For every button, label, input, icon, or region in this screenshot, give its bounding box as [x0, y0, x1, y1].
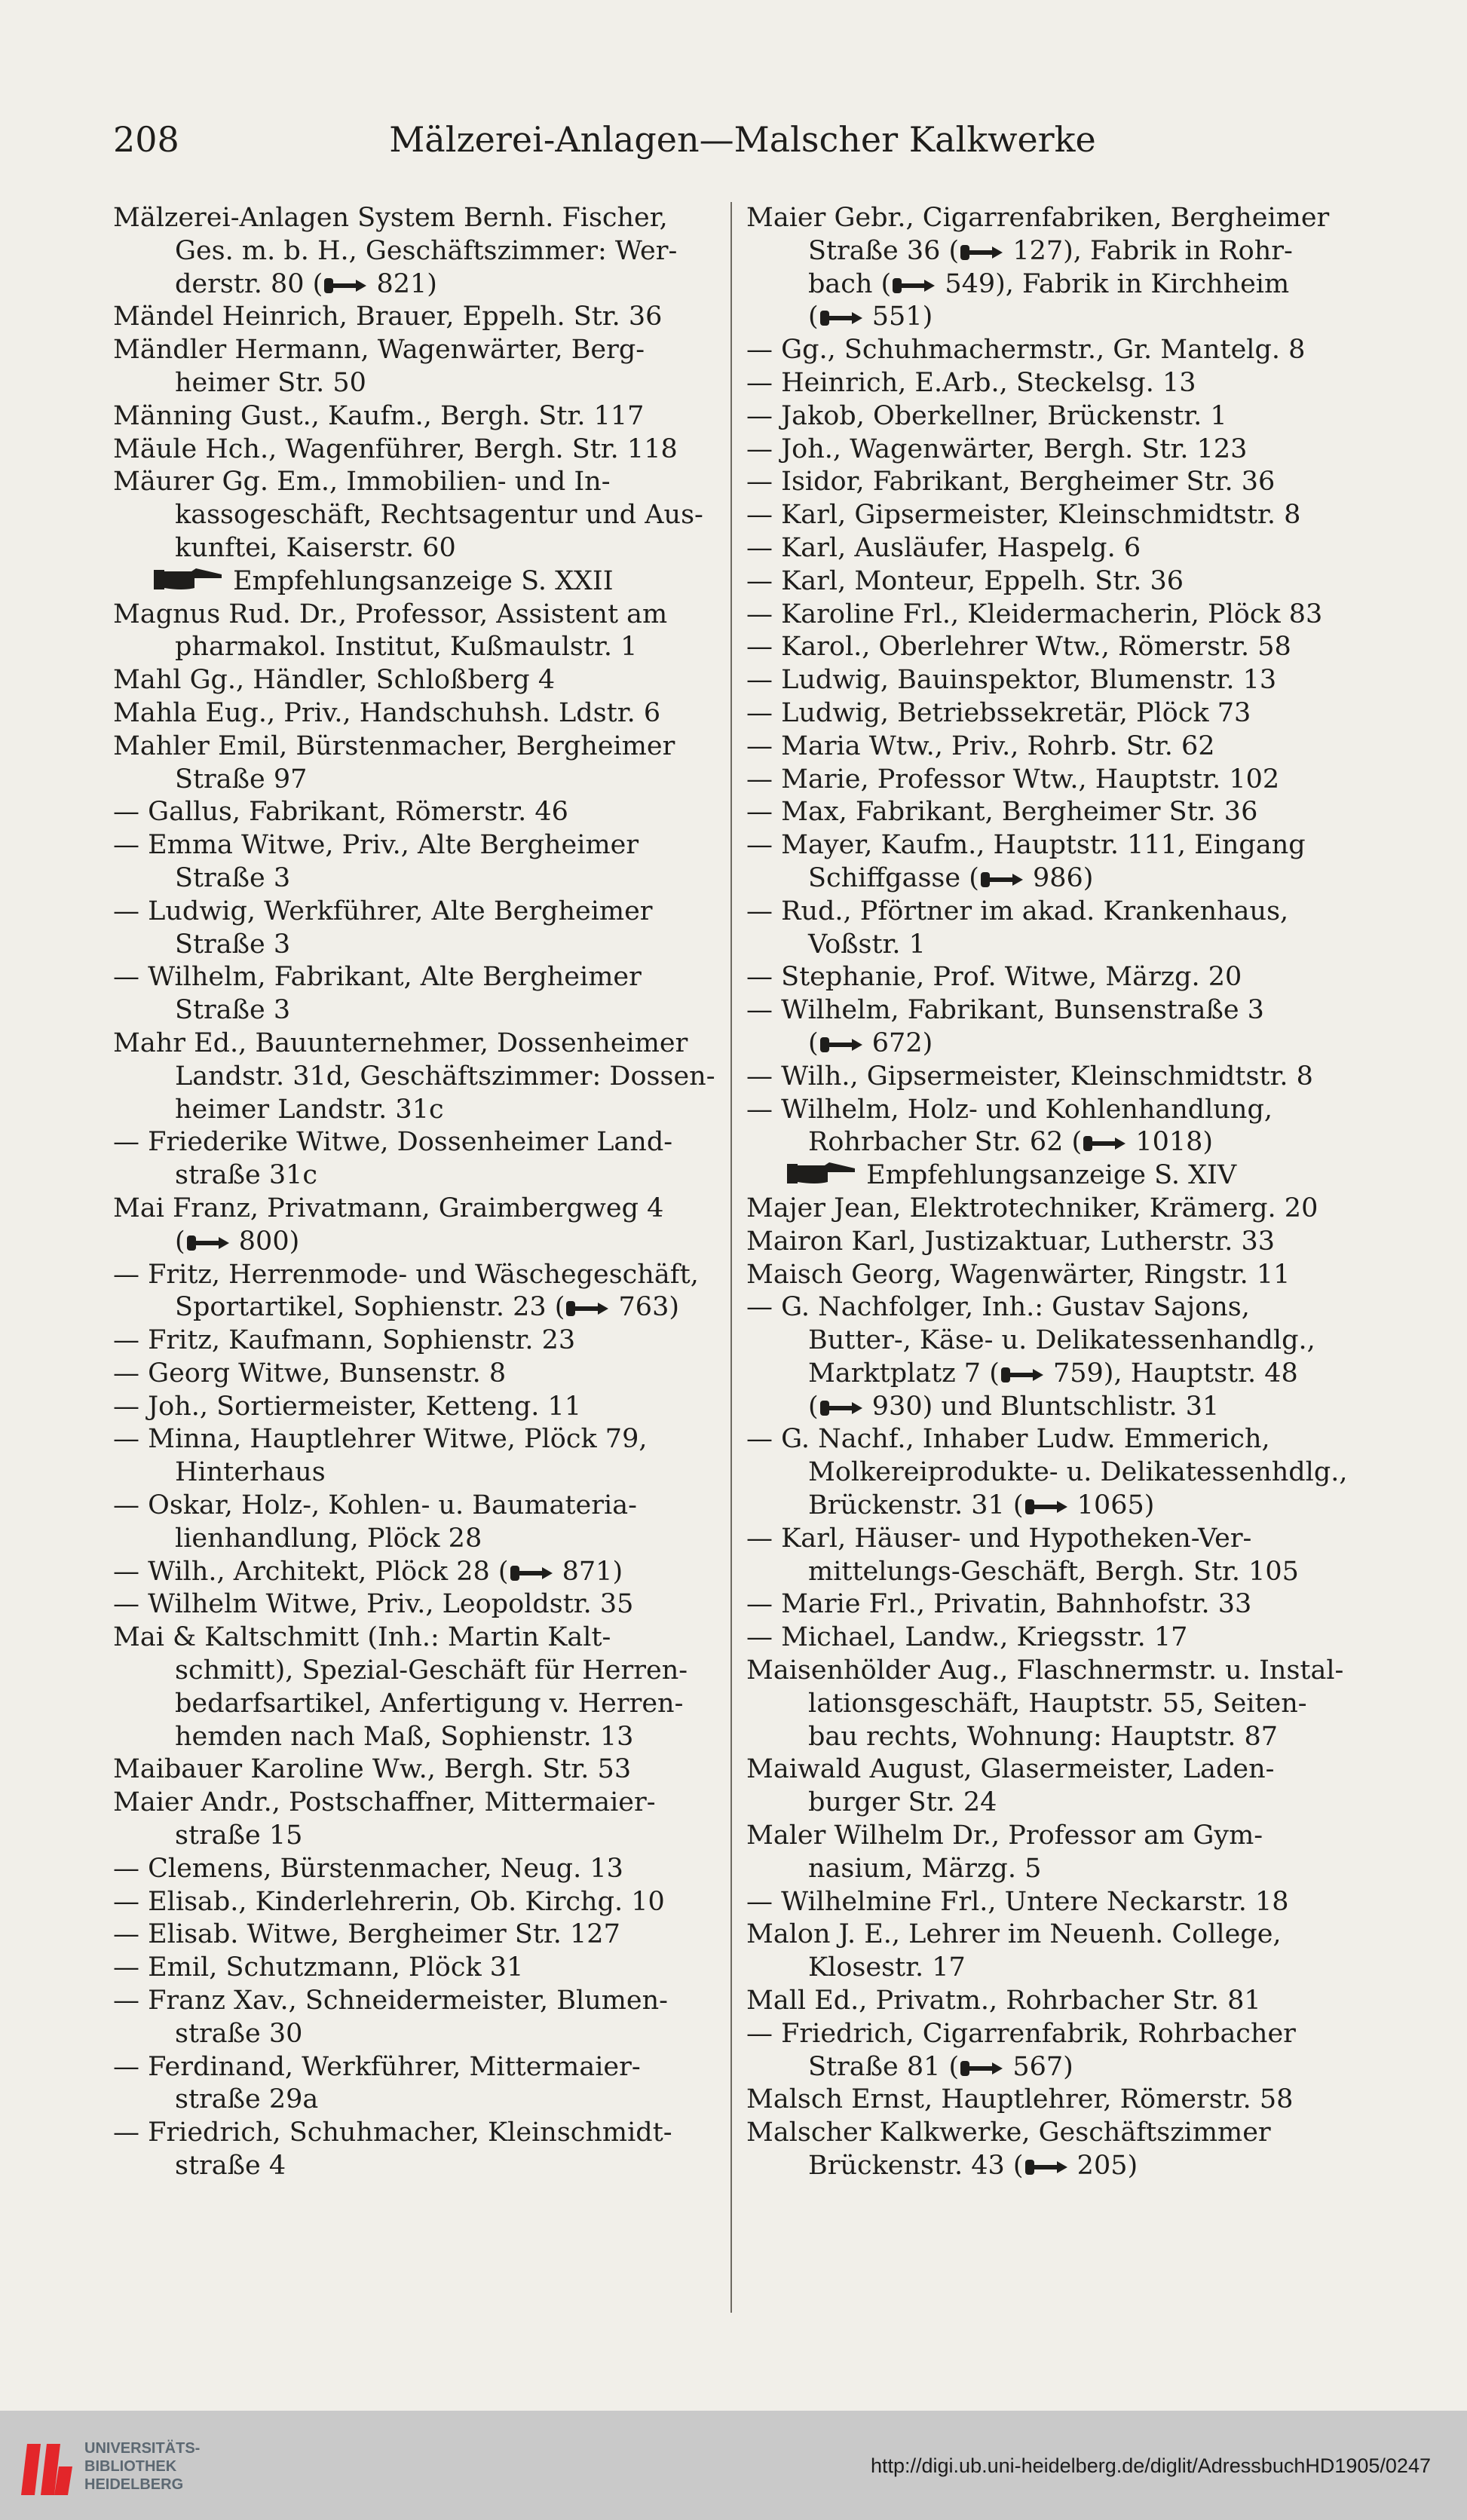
directory-line: Mändel Heinrich, Brauer, Eppelh. Str. 36	[113, 302, 663, 332]
directory-line: — Gallus, Fabrikant, Römerstr. 46	[113, 797, 568, 828]
directory-line: — Karl, Ausläufer, Haspelg. 6	[746, 532, 1141, 563]
directory-line: bach ( 549), Fabrik in Kirchheim	[808, 268, 1290, 299]
directory-line: Maier Gebr., Cigarrenfabriken, Bergheimer	[746, 203, 1330, 233]
running-title: Mälzerei-Anlagen—Malscher Kalkwerke	[389, 119, 1096, 160]
directory-line: straße 15	[175, 1820, 303, 1851]
telephone-receiver-icon	[819, 1036, 864, 1054]
directory-line: Mai & Kaltschmitt (Inh.: Martin Kalt-	[113, 1622, 611, 1653]
directory-line: Maibauer Karoline Ww., Bergh. Str. 53	[113, 1754, 632, 1785]
directory-line: — Michael, Landw., Kriegsstr. 17	[746, 1622, 1188, 1653]
directory-line: bau rechts, Wohnung: Hauptstr. 87	[808, 1721, 1279, 1752]
directory-line: Malsch Ernst, Hauptlehrer, Römerstr. 58	[746, 2084, 1294, 2115]
directory-line: Majer Jean, Elektrotechniker, Krämerg. 20	[746, 1193, 1318, 1223]
telephone-receiver-icon	[819, 309, 864, 327]
directory-line: Mahla Eug., Priv., Handschuhsh. Ldstr. 6	[113, 697, 661, 728]
directory-line: — Karl, Häuser- und Hypotheken-Ver-	[746, 1523, 1252, 1554]
directory-line: straße 31c	[175, 1160, 317, 1191]
directory-line: — Emma Witwe, Priv., Alte Bergheimer	[113, 830, 639, 861]
directory-line: — Elisab. Witwe, Bergheimer Str. 127	[113, 1919, 620, 1950]
directory-line: — Rud., Pförtner im akad. Krankenhaus,	[746, 896, 1289, 926]
directory-line: Maisenhölder Aug., Flaschnermstr. u. Instal-	[746, 1655, 1344, 1686]
telephone-receiver-icon	[979, 871, 1024, 889]
directory-line: Mairon Karl, Justizaktuar, Lutherstr. 33	[746, 1226, 1276, 1257]
directory-line: Maier Andr., Postschaffner, Mittermaier-	[113, 1787, 656, 1818]
directory-line: Marktplatz 7 ( 759), Hauptstr. 48	[808, 1358, 1298, 1389]
directory-line: — Oskar, Holz-, Kohlen- u. Baumateria-	[113, 1490, 637, 1521]
directory-line: — Wilhelmine Frl., Untere Neckarstr. 18	[746, 1886, 1289, 1917]
directory-line: — Max, Fabrikant, Bergheimer Str. 36	[746, 797, 1258, 828]
telephone-receiver-icon	[959, 2059, 1004, 2078]
directory-line: — Elisab., Kinderlehrerin, Ob. Kirchg. 10	[113, 1886, 665, 1917]
directory-line: — Mayer, Kaufm., Hauptstr. 111, Eingang	[746, 830, 1306, 861]
pointing-hand-icon	[786, 1161, 858, 1187]
telephone-receiver-icon	[1000, 1366, 1045, 1384]
telephone-receiver-icon	[185, 1234, 231, 1252]
directory-line: Straße 97	[175, 764, 308, 795]
directory-line: — Maria Wtw., Priv., Rohrb. Str. 62	[746, 730, 1215, 761]
directory-line: — Joh., Wagenwärter, Bergh. Str. 123	[746, 433, 1248, 464]
directory-line: derstr. 80 ( 821)	[175, 268, 437, 299]
directory-line: Malscher Kalkwerke, Geschäftszimmer	[746, 2117, 1271, 2148]
telephone-receiver-icon	[959, 243, 1004, 262]
directory-line: — Wilh., Architekt, Plöck 28 ( 871)	[113, 1556, 623, 1587]
telephone-receiver-icon	[819, 1399, 864, 1417]
directory-line: — Friederike Witwe, Dossenheimer Land-	[113, 1127, 673, 1158]
directory-line: mittelungs-Geschäft, Bergh. Str. 105	[808, 1556, 1299, 1587]
source-url-link[interactable]: http://digi.ub.uni-heidelberg.de/diglit/AdressbuchHD1905/0247	[870, 2454, 1431, 2477]
directory-line: Maler Wilhelm Dr., Professor am Gym-	[746, 1820, 1263, 1851]
directory-line: kunftei, Kaiserstr. 60	[175, 532, 456, 563]
directory-line: Männing Gust., Kaufm., Bergh. Str. 117	[113, 400, 645, 431]
directory-line: straße 29a	[175, 2084, 319, 2115]
university-library-logo-icon	[12, 2436, 78, 2503]
directory-line: hemden nach Maß, Sophienstr. 13	[175, 1721, 634, 1752]
directory-line: Empfehlungsanzeige S. XXII	[113, 565, 739, 599]
directory-line: — Gg., Schuhmachermstr., Gr. Mantelg. 8	[746, 335, 1306, 366]
page-header	[113, 113, 1372, 173]
directory-line: — Wilh., Gipsermeister, Kleinschmidtstr. 8	[746, 1061, 1313, 1092]
directory-line: — Joh., Sortiermeister, Ketteng. 11	[113, 1391, 582, 1422]
library-name: UNIVERSITÄTS- BIBLIOTHEK HEIDELBERG	[84, 2440, 201, 2493]
directory-line: burger Str. 24	[808, 1787, 997, 1818]
directory-line: ( 551)	[808, 302, 933, 332]
directory-line: — Heinrich, E.Arb., Steckelsg. 13	[746, 367, 1196, 398]
directory-line: — G. Nachf., Inhaber Ludw. Emmerich,	[746, 1424, 1270, 1455]
directory-line: Straße 3	[175, 929, 291, 960]
page-number: 208	[113, 119, 179, 160]
directory-line: — Karl, Monteur, Eppelh. Str. 36	[746, 565, 1184, 596]
directory-line: — G. Nachfolger, Inh.: Gustav Sajons,	[746, 1292, 1250, 1323]
directory-line: Maiwald August, Glasermeister, Laden-	[746, 1754, 1275, 1785]
directory-line: — Friedrich, Cigarrenfabrik, Rohrbacher	[746, 2018, 1296, 2049]
directory-line: Straße 3	[175, 862, 291, 893]
left-column	[113, 202, 739, 2183]
directory-line: Brückenstr. 43 ( 205)	[808, 2151, 1138, 2182]
directory-line: Straße 81 ( 567)	[808, 2051, 1073, 2082]
directory-line: ( 672)	[808, 1027, 933, 1058]
directory-line: — Ludwig, Betriebssekretär, Plöck 73	[746, 697, 1251, 728]
directory-line: — Stephanie, Prof. Witwe, Märzg. 20	[746, 962, 1242, 993]
footer-bar	[0, 2411, 1467, 2520]
directory-line: — Marie, Professor Wtw., Hauptstr. 102	[746, 764, 1280, 795]
directory-line: Voßstr. 1	[808, 929, 926, 960]
directory-line: schmitt), Spezial-Geschäft für Herren-	[175, 1655, 688, 1686]
directory-line: — Karol., Oberlehrer Wtw., Römerstr. 58	[746, 632, 1291, 663]
telephone-receiver-icon	[323, 277, 368, 295]
directory-line: Rohrbacher Str. 62 ( 1018)	[808, 1127, 1214, 1158]
directory-line: Maisch Georg, Wagenwärter, Ringstr. 11	[746, 1259, 1291, 1290]
directory-line: Klosestr. 17	[808, 1952, 966, 1983]
directory-line: straße 4	[175, 2151, 286, 2182]
directory-line: ( 800)	[175, 1226, 300, 1257]
directory-line: Mahl Gg., Händler, Schloßberg 4	[113, 665, 556, 696]
directory-line: heimer Landstr. 31c	[175, 1094, 444, 1125]
directory-line: — Wilhelm, Fabrikant, Bunsenstraße 3	[746, 995, 1264, 1026]
directory-line: Brückenstr. 31 ( 1065)	[808, 1490, 1155, 1521]
directory-line: — Emil, Schutzmann, Plöck 31	[113, 1952, 524, 1983]
directory-line: Mäule Hch., Wagenführer, Bergh. Str. 118	[113, 433, 678, 464]
directory-line: Malon J. E., Lehrer im Neuenh. College,	[746, 1919, 1282, 1950]
directory-line: Straße 36 ( 127), Fabrik in Rohr-	[808, 235, 1293, 266]
directory-line: Landstr. 31d, Geschäftszimmer: Dossen-	[175, 1061, 715, 1092]
directory-line: lationsgeschäft, Hauptstr. 55, Seiten-	[808, 1688, 1307, 1719]
directory-line: Sportartikel, Sophienstr. 23 ( 763)	[175, 1292, 679, 1323]
directory-line: Mälzerei-Anlagen System Bernh. Fischer,	[113, 203, 668, 233]
directory-line: pharmakol. Institut, Kußmaulstr. 1	[175, 632, 638, 663]
directory-line: Molkereiprodukte- u. Delikatessenhdlg.,	[808, 1457, 1348, 1488]
directory-line: — Fritz, Kaufmann, Sophienstr. 23	[113, 1325, 576, 1356]
directory-line: Mahr Ed., Bauunternehmer, Dossenheimer	[113, 1027, 688, 1058]
directory-line: — Marie Frl., Privatin, Bahnhofstr. 33	[746, 1589, 1252, 1620]
directory-line: — Clemens, Bürstenmacher, Neug. 13	[113, 1853, 623, 1884]
directory-line: Magnus Rud. Dr., Professor, Assistent am	[113, 599, 668, 629]
telephone-receiver-icon	[1024, 1498, 1069, 1516]
telephone-receiver-icon	[1024, 2158, 1069, 2176]
directory-line: Empfehlungsanzeige S. XIV	[746, 1159, 1372, 1193]
directory-line: — Fritz, Herrenmode- und Wäschegeschäft,	[113, 1259, 699, 1290]
right-column	[746, 202, 1372, 2183]
directory-line: Hinterhaus	[175, 1457, 326, 1488]
directory-line: — Wilhelm Witwe, Priv., Leopoldstr. 35	[113, 1589, 634, 1620]
directory-line: kassogeschäft, Rechtsagentur und Aus-	[175, 500, 703, 531]
directory-line: Mändler Hermann, Wagenwärter, Berg-	[113, 335, 645, 366]
directory-line: — Karl, Gipsermeister, Kleinschmidtstr. 8	[746, 500, 1301, 531]
telephone-receiver-icon	[509, 1564, 554, 1582]
directory-line: Mall Ed., Privatm., Rohrbacher Str. 81	[746, 1986, 1261, 2016]
directory-line: — Franz Xav., Schneidermeister, Blumen-	[113, 1986, 669, 2016]
directory-line: — Friedrich, Schuhmacher, Kleinschmidt-	[113, 2117, 672, 2148]
directory-line: heimer Str. 50	[175, 367, 366, 398]
pointing-hand-icon	[152, 567, 225, 592]
directory-line: lienhandlung, Plöck 28	[175, 1523, 482, 1554]
column-divider	[730, 202, 732, 2313]
directory-line: Mai Franz, Privatmann, Graimbergweg 4	[113, 1193, 664, 1223]
directory-line: — Isidor, Fabrikant, Bergheimer Str. 36	[746, 467, 1276, 498]
directory-line: — Wilhelm, Fabrikant, Alte Bergheimer	[113, 962, 642, 993]
directory-line: ( 930) und Bluntschlistr. 31	[808, 1391, 1220, 1422]
directory-line: straße 30	[175, 2018, 303, 2049]
telephone-receiver-icon	[1082, 1134, 1127, 1153]
directory-line: Mahler Emil, Bürstenmacher, Bergheimer	[113, 730, 675, 761]
directory-line: — Jakob, Oberkellner, Brückenstr. 1	[746, 400, 1227, 431]
telephone-receiver-icon	[565, 1300, 610, 1318]
directory-line: Straße 3	[175, 995, 291, 1026]
directory-line: Mäurer Gg. Em., Immobilien- und In-	[113, 467, 611, 498]
directory-line: Butter-, Käse- u. Delikatessenhandlg.,	[808, 1325, 1315, 1356]
directory-line: — Karoline Frl., Kleidermacherin, Plöck 83	[746, 599, 1323, 629]
directory-line: nasium, Märzg. 5	[808, 1853, 1042, 1884]
directory-line: Ges. m. b. H., Geschäftszimmer: Wer-	[175, 235, 678, 266]
directory-line: — Ludwig, Bauinspektor, Blumenstr. 13	[746, 665, 1277, 696]
directory-line: — Wilhelm, Holz- und Kohlenhandlung,	[746, 1094, 1273, 1125]
directory-line: Schiffgasse ( 986)	[808, 862, 1094, 893]
directory-line: — Ludwig, Werkführer, Alte Bergheimer	[113, 896, 653, 926]
directory-line: — Georg Witwe, Bunsenstr. 8	[113, 1358, 507, 1389]
directory-line: — Minna, Hauptlehrer Witwe, Plöck 79,	[113, 1424, 648, 1455]
telephone-receiver-icon	[891, 277, 936, 295]
directory-line: bedarfsartikel, Anfertigung v. Herren-	[175, 1688, 684, 1719]
directory-line: — Ferdinand, Werkführer, Mittermaier-	[113, 2051, 641, 2082]
